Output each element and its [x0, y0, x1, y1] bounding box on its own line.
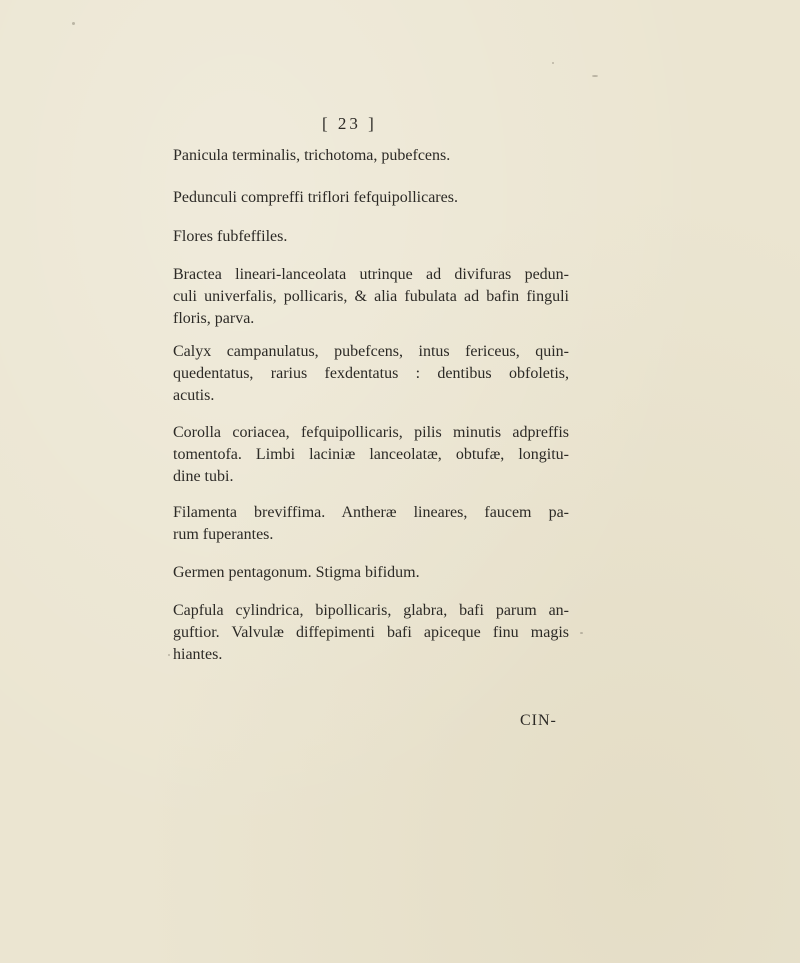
paragraph-flores [173, 226, 569, 248]
text-line: guftior. Valvulæ diffepimenti bafi apiceque finu magis [173, 624, 569, 641]
text-line: tomentofa. Limbi laciniæ lanceolatæ, obtufæ, longitu- [173, 446, 569, 463]
paragraph-capsula [173, 600, 569, 666]
paragraph-bractea [173, 264, 569, 330]
paper-speck [168, 654, 170, 656]
paper-speck [592, 75, 598, 77]
paragraph-germen [173, 562, 569, 584]
text-line: rum fuperantes. [173, 526, 274, 543]
page-number: [ 23 ] [322, 114, 377, 133]
text-line: Bractea lineari-lanceolata utrinque ad divifuras pedun- [173, 266, 569, 283]
paragraph-panicula [173, 145, 569, 167]
text-line: Capfula cylindrica, bipollicaris, glabra, bafi parum an- [173, 602, 569, 619]
paragraph-calyx [173, 341, 569, 407]
text-line: hiantes. [173, 646, 223, 663]
text-line: Germen pentagonum. Stigma bifidum. [173, 564, 420, 581]
paper-speck [72, 22, 75, 25]
paper-speck [552, 62, 554, 64]
paragraph-corolla [173, 422, 569, 488]
text-line: acutis. [173, 387, 215, 404]
text-line: quedentatus, rarius fexdentatus : dentibus obfoletis, [173, 365, 569, 382]
text-line: floris, parva. [173, 310, 255, 327]
text-line: culi univerfalis, pollicaris, & alia fubulata ad bafin finguli [173, 288, 569, 305]
text-line: Filamenta breviffima. Antheræ lineares, faucem pa- [173, 504, 569, 521]
text-line: dine tubi. [173, 468, 234, 485]
text-line: Calyx campanulatus, pubefcens, intus fericeus, quin- [173, 343, 569, 360]
paper-speck [580, 632, 583, 634]
text-line: Corolla coriacea, fefquipollicaris, pilis minutis adpreffis [173, 424, 569, 441]
text-line: Pedunculi compreffi triflori fefquipollicares. [173, 189, 458, 206]
paragraph-pedunculi [173, 187, 569, 209]
catchword: CIN- [520, 712, 557, 729]
text-line: Flores fubfeffiles. [173, 228, 288, 245]
paragraph-filamenta [173, 502, 569, 546]
text-line: Panicula terminalis, trichotoma, pubefcens. [173, 147, 451, 164]
